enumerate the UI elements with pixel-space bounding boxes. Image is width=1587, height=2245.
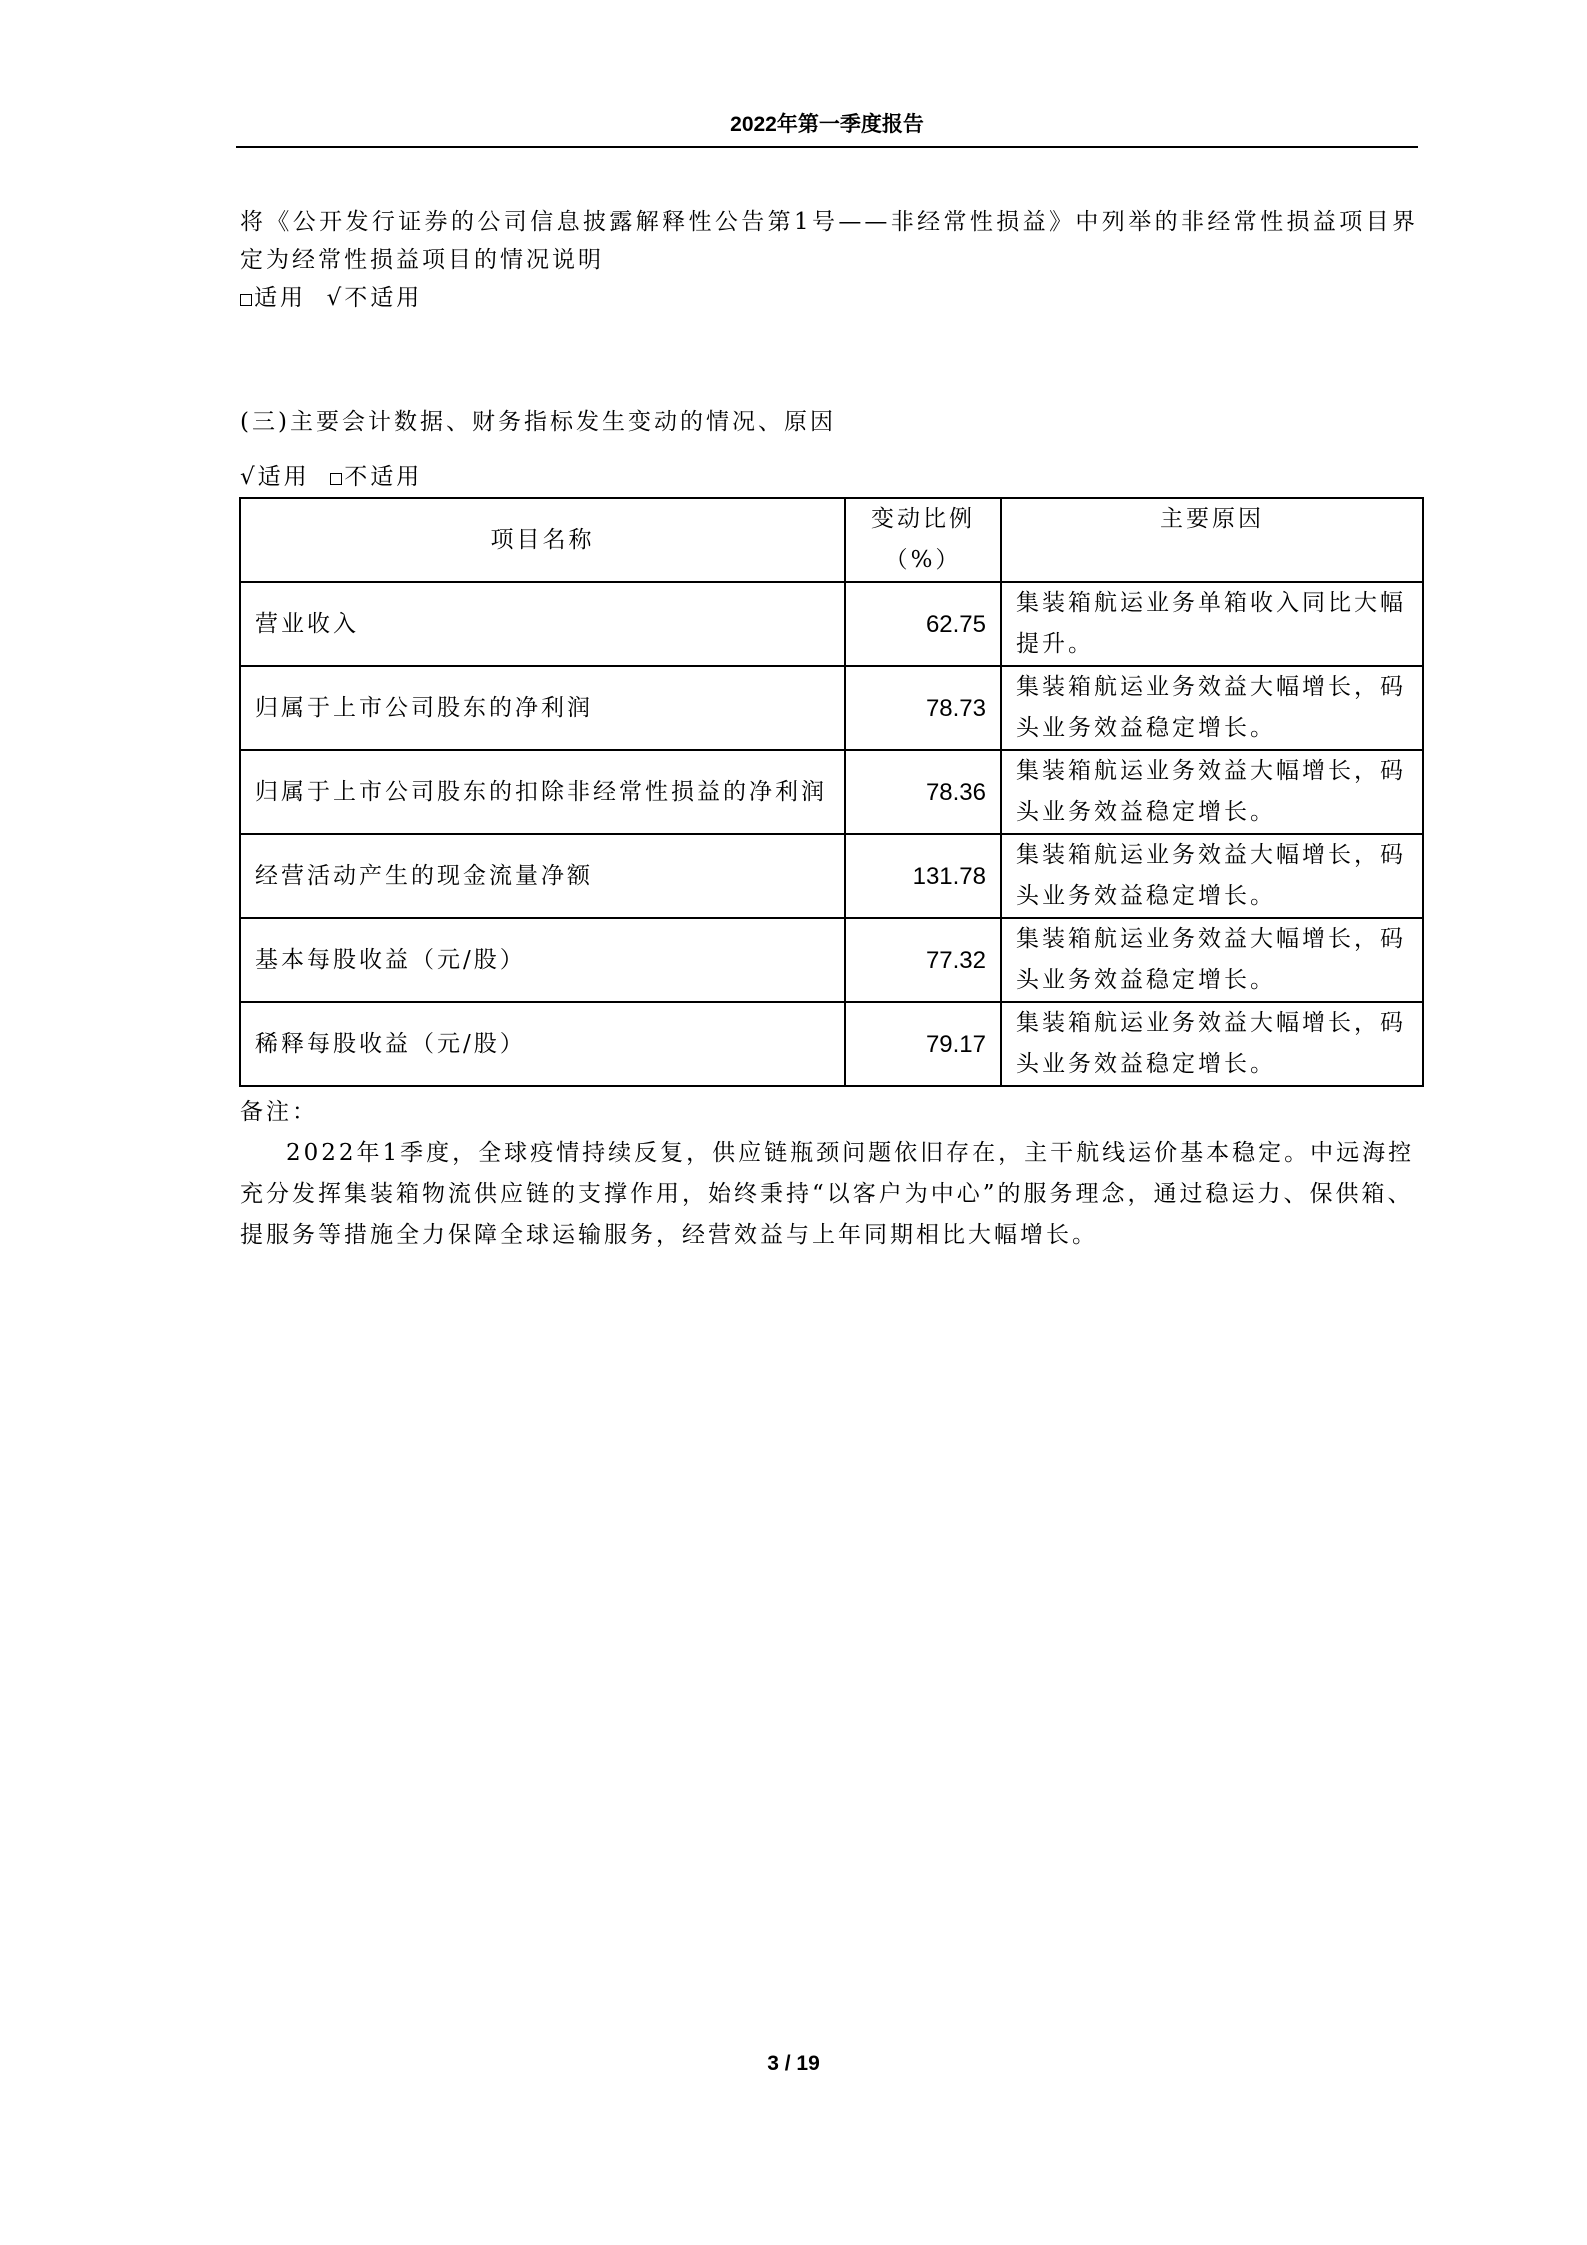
change-pct: 78.36 — [845, 750, 1001, 834]
section-title: (三)主要会计数据、财务指标发生变动的情况、原因 — [240, 409, 836, 435]
table-row — [240, 750, 1423, 834]
not-applicable-option: 不适用 — [344, 285, 423, 311]
table-row — [240, 1002, 1423, 1086]
changes-applicability — [240, 458, 1418, 496]
notes-label: 备注： — [240, 1099, 318, 1125]
check-mark-icon: √ — [240, 464, 258, 490]
table-row — [240, 918, 1423, 1002]
check-mark-icon: √ — [326, 285, 345, 311]
not-applicable-option: 不适用 — [344, 464, 423, 490]
reason: 集装箱航运业务效益大幅增长，码头业务效益稳定增长。 — [1001, 750, 1423, 834]
header-change-pct: 变动比例（%） — [845, 498, 1001, 582]
table-row — [240, 582, 1423, 666]
page-header-title: 2022年第一季度报告 — [730, 113, 924, 136]
item-name: 稀释每股收益（元/股） — [240, 1002, 845, 1086]
header-reason: 主要原因 — [1001, 498, 1423, 582]
item-name: 归属于上市公司股东的净利润 — [240, 666, 845, 750]
item-name: 经营活动产生的现金流量净额 — [240, 834, 845, 918]
table-row — [240, 666, 1423, 750]
change-pct: 77.32 — [845, 918, 1001, 1002]
applicable-option: 适用 — [257, 464, 310, 490]
nonrecurring-description: 将《公开发行证券的公司信息披露解释性公告第1号——非经常性损益》中列举的非经常性损益项目界定为经常性损益项目的情况说明 — [240, 209, 1418, 273]
table-header-row — [240, 498, 1423, 582]
checkbox-unchecked-icon — [240, 294, 252, 306]
item-name: 归属于上市公司股东的扣除非经常性损益的净利润 — [240, 750, 845, 834]
item-name: 营业收入 — [240, 582, 845, 666]
item-name: 基本每股收益（元/股） — [240, 918, 845, 1002]
header-divider — [236, 146, 1418, 148]
nonrecurring-applicability — [240, 279, 1418, 317]
reason: 集装箱航运业务单箱收入同比大幅提升。 — [1001, 582, 1423, 666]
change-pct: 78.73 — [845, 666, 1001, 750]
header-item-name: 项目名称 — [240, 498, 845, 582]
notes-body: 2022年1季度，全球疫情持续反复，供应链瓶颈问题依旧存在，主干航线运价基本稳定。中远海控充分发挥集装箱物流供应链的支撑作用，始终秉持“以客户为中心”的服务理念，通过稳运力、保供箱、提服务等措施全力保障全球运输服务，经营效益与上年同期相比大幅增长。 — [240, 1140, 1415, 1248]
page-number: 3 / 19 — [767, 2052, 820, 2075]
reason: 集装箱航运业务效益大幅增长，码头业务效益稳定增长。 — [1001, 1002, 1423, 1086]
reason: 集装箱航运业务效益大幅增长，码头业务效益稳定增长。 — [1001, 834, 1423, 918]
changes-table — [239, 497, 1424, 1087]
change-pct: 131.78 — [845, 834, 1001, 918]
reason: 集装箱航运业务效益大幅增长，码头业务效益稳定增长。 — [1001, 666, 1423, 750]
checkbox-unchecked-icon — [330, 473, 342, 485]
applicable-option: 适用 — [254, 285, 306, 311]
table-row — [240, 834, 1423, 918]
change-pct: 62.75 — [845, 582, 1001, 666]
nonrecurring-section — [240, 203, 1418, 317]
reason: 集装箱航运业务效益大幅增长，码头业务效益稳定增长。 — [1001, 918, 1423, 1002]
change-pct: 79.17 — [845, 1002, 1001, 1086]
